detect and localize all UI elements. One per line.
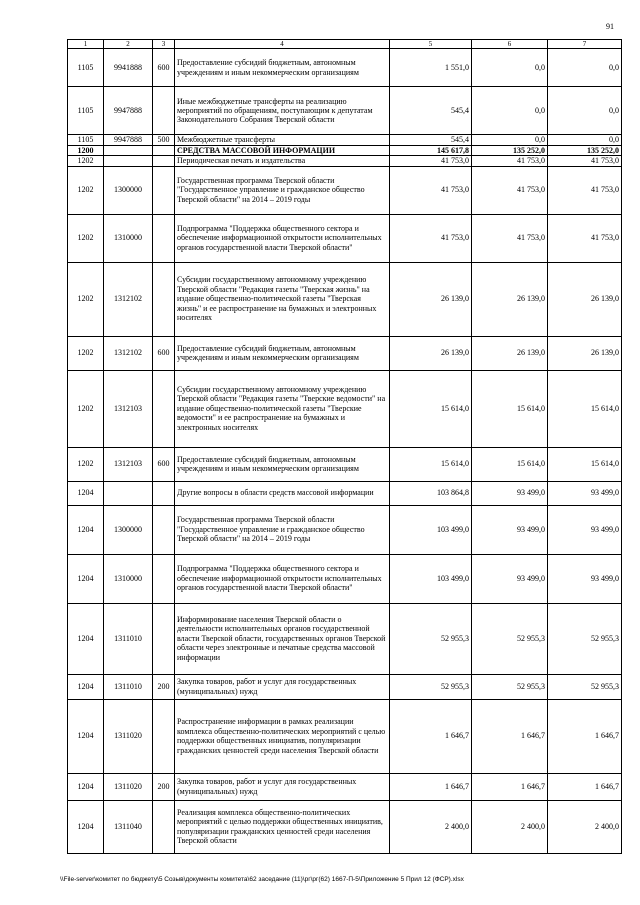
- target-article-cell: 1311010: [104, 603, 153, 674]
- amount-year-2-cell: 0,0: [472, 135, 548, 145]
- target-article-cell: 1311020: [104, 773, 153, 800]
- amount-year-2-cell: 93 499,0: [472, 505, 548, 554]
- section-code-cell: 1202: [68, 447, 104, 481]
- table-row: [68, 603, 622, 674]
- amount-year-1-cell: 1 646,7: [390, 773, 472, 800]
- amount-year-2-cell: 2 400,0: [472, 800, 548, 853]
- description-cell: Закупка товаров, работ и услуг для государственных (муниципальных) нужд: [175, 773, 390, 800]
- amount-year-1-cell: 41 753,0: [390, 166, 472, 214]
- description-cell: Предоставление субсидий бюджетным, автономным учреждениям и иным некоммерческим организациям: [175, 447, 390, 481]
- expense-type-cell: 600: [153, 447, 175, 481]
- amount-year-2-cell: 26 139,0: [472, 262, 548, 336]
- expense-type-cell: [153, 262, 175, 336]
- target-article-cell: 9947888: [104, 87, 153, 135]
- description-cell: СРЕДСТВА МАССОВОЙ ИНФОРМАЦИИ: [175, 145, 390, 155]
- amount-year-1-cell: 2 400,0: [390, 800, 472, 853]
- table-row: [68, 800, 622, 853]
- table-row: [68, 135, 622, 145]
- description-cell: Государственная программа Тверской области "Государственное управление и гражданское общество Тверской области" на 2014 – 2019 годы: [175, 166, 390, 214]
- target-article-cell: 1311040: [104, 800, 153, 853]
- target-article-cell: 1312103: [104, 370, 153, 447]
- expense-type-cell: 200: [153, 773, 175, 800]
- description-cell: Иные межбюджетные трансферты на реализацию мероприятий по обращениям, поступающим к депутатам Законодательного Собрания Тверской области: [175, 87, 390, 135]
- table-row: [68, 262, 622, 336]
- section-code-cell: 1204: [68, 674, 104, 699]
- amount-year-2-cell: 93 499,0: [472, 554, 548, 603]
- description-cell: Другие вопросы в области средств массовой информации: [175, 481, 390, 505]
- table-row: [68, 49, 622, 87]
- description-cell: Предоставление субсидий бюджетным, автономным учреждениям и иным некоммерческим организациям: [175, 49, 390, 87]
- table-row: [68, 447, 622, 481]
- amount-year-2-cell: 52 955,3: [472, 674, 548, 699]
- table-row: [68, 156, 622, 166]
- target-article-cell: [104, 481, 153, 505]
- amount-year-3-cell: 52 955,3: [548, 603, 622, 674]
- amount-year-1-cell: 1 551,0: [390, 49, 472, 87]
- amount-year-3-cell: 93 499,0: [548, 505, 622, 554]
- amount-year-2-cell: 41 753,0: [472, 166, 548, 214]
- amount-year-1-cell: 545,4: [390, 87, 472, 135]
- table-row: [68, 87, 622, 135]
- amount-year-3-cell: 26 139,0: [548, 336, 622, 370]
- column-number-row: [68, 40, 622, 49]
- table-row: [68, 505, 622, 554]
- amount-year-2-cell: 52 955,3: [472, 603, 548, 674]
- section-code-cell: 1204: [68, 603, 104, 674]
- amount-year-3-cell: 93 499,0: [548, 481, 622, 505]
- file-path-footer: \\File-server\комитет по бюджету\5 Созыв\документы комитета\62 заседание (11)\рг\рг(62) 1667-П-5\Приложение 5 Прил 12 (ФСР).xlsx: [60, 876, 464, 883]
- amount-year-2-cell: 0,0: [472, 87, 548, 135]
- amount-year-1-cell: 26 139,0: [390, 262, 472, 336]
- table-row: [68, 699, 622, 773]
- description-cell: Субсидии государственному автономному учреждению Тверской области "Редакция газеты "Тверские ведомости" на издание общественно-политической газеты "Тверские ведомости" и ее распространение на бумажных и электронных носителях: [175, 370, 390, 447]
- expense-type-cell: 500: [153, 135, 175, 145]
- column-number-1: 1: [68, 40, 104, 49]
- table-row: [68, 336, 622, 370]
- description-cell: Субсидии государственному автономному учреждению Тверской области "Редакция газеты "Тверская жизнь" на издание общественно-политической газеты "Тверская жизнь" и ее распространение на бумажных и электронных носителях: [175, 262, 390, 336]
- amount-year-2-cell: 0,0: [472, 49, 548, 87]
- target-article-cell: 1312103: [104, 447, 153, 481]
- column-number-4: 4: [175, 40, 390, 49]
- amount-year-2-cell: 41 753,0: [472, 156, 548, 166]
- table-row: [68, 773, 622, 800]
- table-row: [68, 481, 622, 505]
- amount-year-3-cell: 1 646,7: [548, 773, 622, 800]
- description-cell: Периодическая печать и издательства: [175, 156, 390, 166]
- table-row: [68, 166, 622, 214]
- target-article-cell: 1312102: [104, 336, 153, 370]
- amount-year-1-cell: 52 955,3: [390, 603, 472, 674]
- column-number-2: 2: [104, 40, 153, 49]
- column-number-6: 6: [472, 40, 548, 49]
- target-article-cell: [104, 156, 153, 166]
- expense-type-cell: [153, 87, 175, 135]
- section-code-cell: 1202: [68, 156, 104, 166]
- amount-year-3-cell: 41 753,0: [548, 156, 622, 166]
- section-code-cell: 1204: [68, 773, 104, 800]
- description-cell: Подпрограмма "Поддержка общественного сектора и обеспечение информационной открытости исполнительных органов государственной власти Тверской области": [175, 554, 390, 603]
- amount-year-1-cell: 41 753,0: [390, 214, 472, 262]
- amount-year-2-cell: 15 614,0: [472, 447, 548, 481]
- target-article-cell: 9941888: [104, 49, 153, 87]
- expense-type-cell: 600: [153, 336, 175, 370]
- section-code-cell: 1204: [68, 554, 104, 603]
- amount-year-3-cell: 93 499,0: [548, 554, 622, 603]
- section-code-cell: 1204: [68, 481, 104, 505]
- budget-table: [67, 39, 622, 854]
- target-article-cell: 1310000: [104, 554, 153, 603]
- expense-type-cell: [153, 145, 175, 155]
- amount-year-3-cell: 41 753,0: [548, 166, 622, 214]
- amount-year-2-cell: 135 252,0: [472, 145, 548, 155]
- amount-year-3-cell: 0,0: [548, 49, 622, 87]
- target-article-cell: 1310000: [104, 214, 153, 262]
- amount-year-1-cell: 103 499,0: [390, 554, 472, 603]
- section-code-cell: 1202: [68, 262, 104, 336]
- amount-year-3-cell: 15 614,0: [548, 447, 622, 481]
- expense-type-cell: [153, 699, 175, 773]
- expense-type-cell: [153, 166, 175, 214]
- amount-year-2-cell: 1 646,7: [472, 699, 548, 773]
- section-code-cell: 1202: [68, 166, 104, 214]
- amount-year-1-cell: 145 617,8: [390, 145, 472, 155]
- expense-type-cell: [153, 505, 175, 554]
- target-article-cell: 1311010: [104, 674, 153, 699]
- description-cell: Закупка товаров, работ и услуг для государственных (муниципальных) нужд: [175, 674, 390, 699]
- target-article-cell: 1300000: [104, 505, 153, 554]
- table-row: [68, 674, 622, 699]
- amount-year-2-cell: 93 499,0: [472, 481, 548, 505]
- target-article-cell: [104, 145, 153, 155]
- target-article-cell: 1300000: [104, 166, 153, 214]
- section-code-cell: 1204: [68, 800, 104, 853]
- amount-year-3-cell: 26 139,0: [548, 262, 622, 336]
- amount-year-3-cell: 15 614,0: [548, 370, 622, 447]
- amount-year-1-cell: 52 955,3: [390, 674, 472, 699]
- amount-year-3-cell: 1 646,7: [548, 699, 622, 773]
- amount-year-1-cell: 1 646,7: [390, 699, 472, 773]
- amount-year-2-cell: 15 614,0: [472, 370, 548, 447]
- section-code-cell: 1105: [68, 49, 104, 87]
- column-number-3: 3: [153, 40, 175, 49]
- expense-type-cell: [153, 800, 175, 853]
- amount-year-1-cell: 103 499,0: [390, 505, 472, 554]
- amount-year-1-cell: 545,4: [390, 135, 472, 145]
- expense-type-cell: [153, 481, 175, 505]
- target-article-cell: 1312102: [104, 262, 153, 336]
- section-code-cell: 1204: [68, 699, 104, 773]
- column-number-7: 7: [548, 40, 622, 49]
- amount-year-1-cell: 15 614,0: [390, 447, 472, 481]
- description-cell: Подпрограмма "Поддержка общественного сектора и обеспечение информационной открытости исполнительных органов государственной власти Тверской области": [175, 214, 390, 262]
- section-code-cell: 1204: [68, 505, 104, 554]
- expense-type-cell: [153, 554, 175, 603]
- amount-year-3-cell: 2 400,0: [548, 800, 622, 853]
- amount-year-2-cell: 1 646,7: [472, 773, 548, 800]
- amount-year-1-cell: 103 864,8: [390, 481, 472, 505]
- section-code-cell: 1202: [68, 370, 104, 447]
- amount-year-3-cell: 135 252,0: [548, 145, 622, 155]
- amount-year-3-cell: 41 753,0: [548, 214, 622, 262]
- section-code-cell: 1105: [68, 87, 104, 135]
- description-cell: Межбюджетные трансферты: [175, 135, 390, 145]
- section-code-cell: 1202: [68, 336, 104, 370]
- expense-type-cell: [153, 370, 175, 447]
- table-row: [68, 370, 622, 447]
- section-code-cell: 1202: [68, 214, 104, 262]
- target-article-cell: 9947888: [104, 135, 153, 145]
- expense-type-cell: 200: [153, 674, 175, 699]
- amount-year-3-cell: 0,0: [548, 135, 622, 145]
- table-row: [68, 145, 622, 155]
- expense-type-cell: [153, 603, 175, 674]
- table-row: [68, 554, 622, 603]
- table-row: [68, 214, 622, 262]
- section-code-cell: 1105: [68, 135, 104, 145]
- column-number-5: 5: [390, 40, 472, 49]
- amount-year-2-cell: 41 753,0: [472, 214, 548, 262]
- target-article-cell: 1311020: [104, 699, 153, 773]
- amount-year-3-cell: 0,0: [548, 87, 622, 135]
- amount-year-2-cell: 26 139,0: [472, 336, 548, 370]
- amount-year-1-cell: 15 614,0: [390, 370, 472, 447]
- expense-type-cell: [153, 156, 175, 166]
- description-cell: Реализация комплекса общественно-политических мероприятий с целью поддержки общественных инициатив, популяризации гражданских ценностей среди населения Тверской области: [175, 800, 390, 853]
- amount-year-3-cell: 52 955,3: [548, 674, 622, 699]
- description-cell: Государственная программа Тверской области "Государственное управление и гражданское общество Тверской области" на 2014 – 2019 годы: [175, 505, 390, 554]
- description-cell: Предоставление субсидий бюджетным, автономным учреждениям и иным некоммерческим организациям: [175, 336, 390, 370]
- page-number: 91: [606, 22, 614, 31]
- section-code-cell: 1200: [68, 145, 104, 155]
- amount-year-1-cell: 41 753,0: [390, 156, 472, 166]
- expense-type-cell: [153, 214, 175, 262]
- description-cell: Распространение информации в рамках реализации комплекса общественно-политических мероприятий с целью поддержки общественных инициатив, популяризации гражданских ценностей среди населения Тверской области: [175, 699, 390, 773]
- amount-year-1-cell: 26 139,0: [390, 336, 472, 370]
- description-cell: Информирование населения Тверской области о деятельности исполнительных органов государственной власти Тверской области, государственных органов Тверской области через электронные и печатные средства массовой информации: [175, 603, 390, 674]
- expense-type-cell: 600: [153, 49, 175, 87]
- budget-table-body: [68, 40, 622, 854]
